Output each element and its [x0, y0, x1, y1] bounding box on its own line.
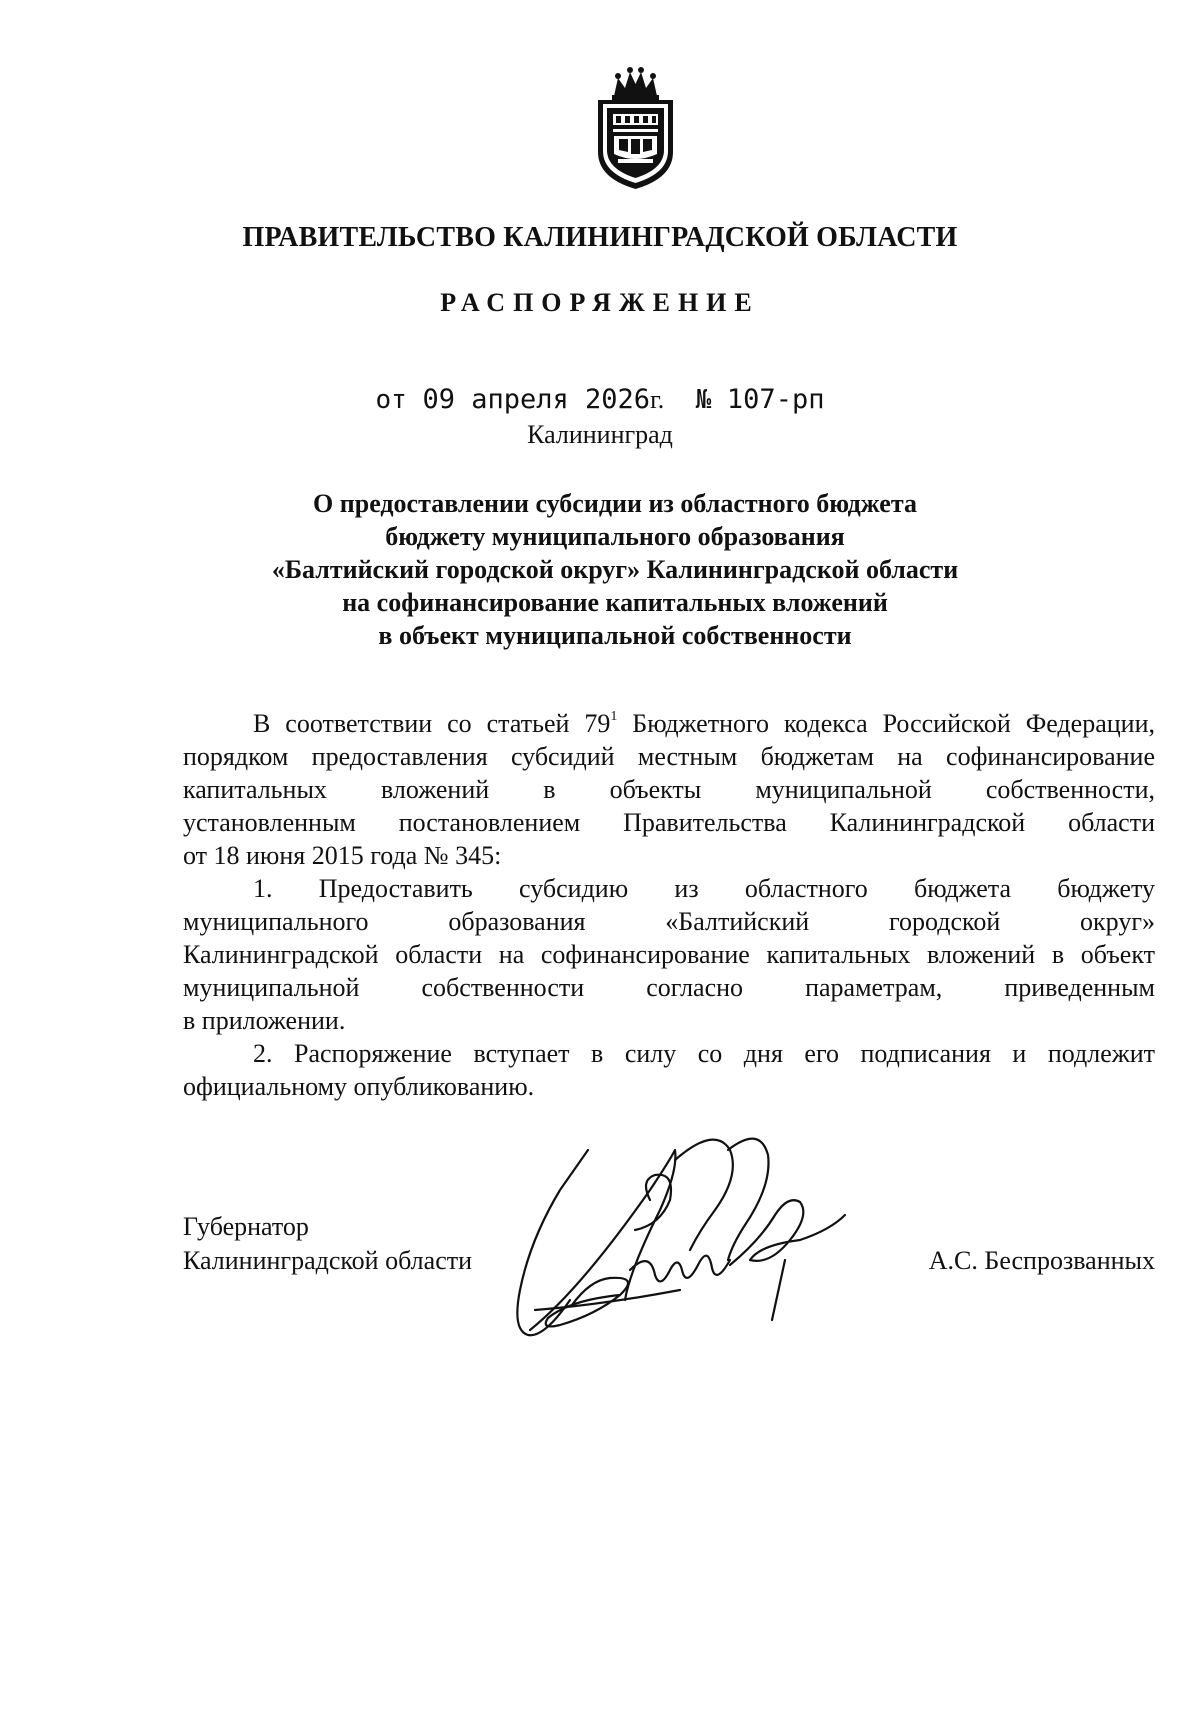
subject-line: О предоставлении субсидии из областного бюджета — [313, 489, 917, 518]
document-type: РАСПОРЯЖЕНИЕ — [440, 288, 760, 317]
preamble-tail: Бюджетного кодекса Российской Федерации, — [617, 709, 1155, 738]
position-line: Калининградской области — [183, 1246, 473, 1275]
article-superscript: 1 — [610, 709, 618, 724]
item2-line: официальному опубликованию. — [183, 1072, 535, 1101]
coat-of-arms-emblem — [592, 66, 679, 191]
document-date-number — [0, 384, 1200, 415]
subject-line: на софинансирование капитальных вложений — [342, 588, 888, 617]
item2-line: 2. Распоряжение вступает в силу со дня его подписания и подлежит — [253, 1039, 1155, 1068]
number-sign: № — [695, 385, 712, 415]
preamble-line — [183, 707, 1155, 740]
signatory-name: А.С. Беспрозванных — [928, 1246, 1155, 1275]
item1-line: Калининградской области на софинансирование капитальных вложений в объект — [183, 940, 1155, 969]
position-line: Губернатор — [183, 1212, 309, 1241]
from-word: от — [375, 385, 407, 415]
preamble-line: капитальных вложений в объекты муниципальной собственности, — [183, 775, 1155, 804]
document-number: 107-рп — [726, 384, 825, 415]
preamble-line: установленным постановлением Правительства Калининградской области — [183, 808, 1155, 837]
preamble-line: от 18 июня 2015 года № 345: — [183, 841, 502, 870]
document-subject — [240, 487, 990, 652]
document-body — [183, 707, 1155, 1103]
item1-line: муниципального образования «Балтийский городской округ» — [183, 907, 1155, 936]
document-city: Калининград — [527, 420, 673, 449]
subject-line: бюджету муниципального образования — [385, 522, 845, 551]
subject-line: в объект муниципальной собственности — [378, 621, 852, 650]
item1-line: муниципальной собственности согласно параметрам, приведенным — [183, 973, 1155, 1002]
handwritten-signature — [500, 1130, 900, 1360]
government-title: ПРАВИТЕЛЬСТВО КАЛИНИНГРАДСКОЙ ОБЛАСТИ — [242, 222, 958, 253]
document-date: 09 апреля 2026 — [422, 384, 651, 415]
item1-line: в приложении. — [183, 1006, 346, 1035]
item1-line: 1. Предоставить субсидию из областного бюджета бюджету — [253, 874, 1155, 903]
subject-line: «Балтийский городской округ» Калининградской области — [271, 555, 959, 584]
year-suffix: г. — [650, 385, 665, 414]
preamble-text: В соответствии со статьей 79 — [253, 709, 611, 738]
preamble-line: порядком предоставления субсидий местным бюджетам на софинансирование — [183, 742, 1155, 771]
signatory-position — [183, 1210, 472, 1278]
